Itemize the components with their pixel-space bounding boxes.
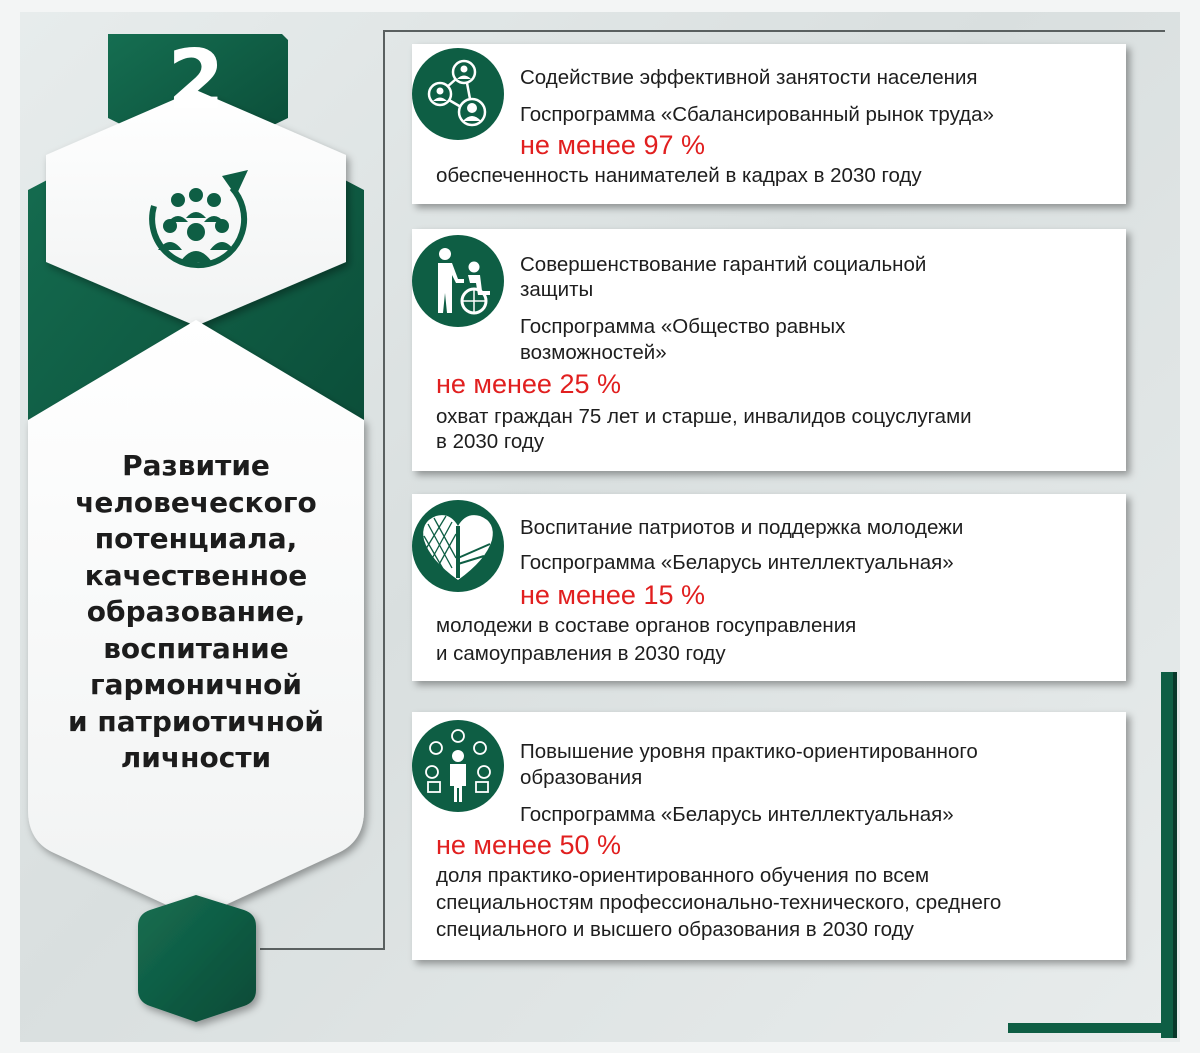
section-title-line: воспитание <box>103 631 289 665</box>
wheelchair-assistance-icon <box>412 235 504 327</box>
card-description: специальностям профессионально-технического, среднего <box>436 891 1002 914</box>
goal-card-social-protection <box>412 229 1126 471</box>
section-panel <box>0 0 380 1053</box>
card-description: охват граждан 75 лет и старше, инвалидов соцуслугами <box>436 405 972 428</box>
card-description: молодежи в составе органов госуправления <box>436 614 857 637</box>
bottom-hexagon <box>138 895 256 1022</box>
section-title-line: качественное <box>84 558 308 592</box>
corner-accent-shadow <box>1173 672 1177 1038</box>
corner-accent-horizontal <box>1008 1023 1173 1033</box>
card-program: Госпрограмма «Сбалансированный рынок труда» <box>520 103 994 126</box>
card-description: в 2030 году <box>436 430 545 453</box>
card-heading: Повышение уровня практико-ориентированного <box>520 740 978 763</box>
heart-flag-icon <box>412 500 504 592</box>
card-value: не менее 97 % <box>520 130 705 160</box>
card-heading: Воспитание патриотов и поддержка молодежи <box>520 516 964 539</box>
card-program: Госпрограмма «Общество равных <box>520 315 846 338</box>
card-description: и самоуправления в 2030 году <box>436 642 726 665</box>
people-network-icon <box>412 48 504 140</box>
card-value: не менее 15 % <box>520 580 705 610</box>
card-program: Госпрограмма «Беларусь интеллектуальная» <box>520 803 954 826</box>
card-heading: Совершенствование гарантий социальной <box>520 253 927 276</box>
section-title-line: человеческого <box>75 485 317 519</box>
connector-top-line <box>383 30 1165 32</box>
card-heading: образования <box>520 766 643 789</box>
card-program: Госпрограмма «Беларусь интеллектуальная» <box>520 551 954 574</box>
goal-card-education <box>412 712 1126 960</box>
card-description: обеспеченность нанимателей в кадрах в 2030 году <box>436 164 922 187</box>
card-description: специального и высшего образования в 2030 году <box>436 918 914 941</box>
section-title-line: личности <box>120 741 272 774</box>
card-value: не менее 50 % <box>436 830 621 860</box>
goal-card-employment <box>412 44 1126 204</box>
student-skills-icon <box>412 720 504 812</box>
section-title-line: образование, <box>86 595 306 628</box>
connector-vertical-line <box>383 30 385 950</box>
section-title <box>60 448 332 777</box>
card-heading: Содействие эффективной занятости населения <box>520 66 978 89</box>
goal-card-patriotism <box>412 494 1126 681</box>
section-title-line: Развитие <box>122 449 270 482</box>
section-title-line: потенциала, <box>94 522 298 555</box>
card-heading: защиты <box>520 278 594 301</box>
section-title-line: и патриотичной <box>67 704 324 738</box>
card-description: доля практико-ориентированного обучения по всем <box>436 864 930 887</box>
section-title-line: гармоничной <box>89 668 303 701</box>
section-number: 2 <box>167 33 225 128</box>
card-program: возможностей» <box>520 341 667 364</box>
card-value: не менее 25 % <box>436 369 621 399</box>
corner-accent-vertical <box>1161 672 1173 1038</box>
